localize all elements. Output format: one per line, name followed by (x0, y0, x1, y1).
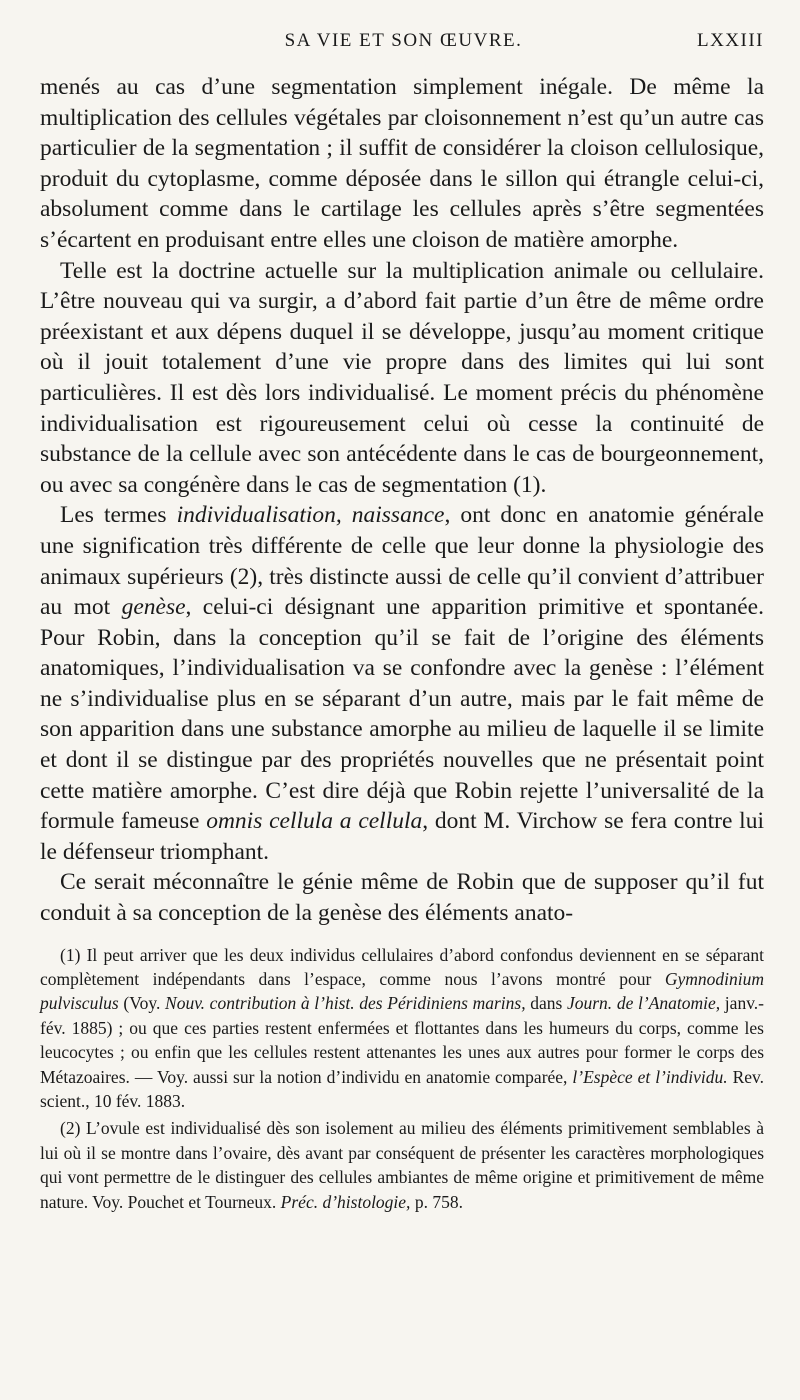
text-run: Rev. scient., 10 fév. 1883. (40, 1066, 764, 1112)
text-run: janv.-fév. 1885) ; ou que ces parties restent enfermées et flottantes dans les humeurs du corps, comme les leucocytes ; ou enfin que les cellules restent attenantes les unes aux autres pour former le corps des Métazoaires. — Voy. aussi sur la notion d’individu en anatomie comparée, (40, 993, 765, 1087)
paragraph-4: Ce serait méconnaître le génie même de Robin que de supposer qu’il fut conduit à sa conception de la genèse des éléments anato- (40, 869, 764, 927)
running-title: SA VIE ET SON ŒUVRE. (284, 30, 523, 51)
italic-formula: omnis cellula a cellula (206, 808, 423, 835)
text-run: (Voy. (118, 993, 166, 1014)
italic-term-genese: genèse (121, 594, 186, 621)
italic-work: l’Espèce et l’individu. (572, 1066, 728, 1087)
text-run: , ont donc en anatomie générale une signification très différente de celle que leur donne la physiologie des animaux supérieurs (2), très distincte aussi de celle qu’il convient d’attribuer au mot (40, 502, 764, 621)
text-run: , dont M. Virchow se fera contre lui le défenseur triomphant. (40, 808, 764, 865)
text-run: , celui-ci désignant une apparition primitive et spontanée. Pour Robin, dans la conception qu’il se fait de l’origine des éléments anatomiques, l’individualisation va se confondre avec la genèse : l’élément ne s’individualise plus en se séparant d’un autre, mais par le fait même de son apparition dans une substance amorphe au milieu de laquelle il se limite et dont il se distingue par des propriétés nouvelles que ne présentait point cette matière amorphe. C’est dire déjà que Robin rejette l’universalité de la formule fameuse (40, 594, 764, 835)
main-text (40, 72, 764, 929)
footnote-2 (40, 1116, 764, 1214)
italic-reference: Nouv. contribution à l’hist. des Péridiniens marins, (165, 993, 526, 1014)
page-number: LXXIII (696, 30, 764, 51)
text-run: (2) L’ovule est individualisé dès son isolement au milieu des éléments primitivement semblables à lui où il se montre dans l’ovaire, dès avant par conséquent de présenter les caractères morphologiques qui vont permettre de le distinguer des cellules ambiantes de même origine et primitivement de même nature. Voy. Pouchet et Tourneux. (40, 1118, 764, 1212)
italic-journal: Journ. de l’Anatomie, (566, 993, 721, 1014)
footnotes (40, 943, 764, 1214)
page-header (40, 30, 764, 66)
italic-species: Gymnodinium pulvisculus (40, 969, 764, 1014)
text-run: p. 758. (410, 1191, 463, 1212)
paragraph-2: Telle est la doctrine actuelle sur la multiplication animale ou cellulaire. L’être nouveau qui va surgir, a d’abord fait partie d’un être de même ordre préexistant et aux dépens duquel il se développe, jusqu’au moment critique où il jouit totalement d’une vie propre dans des limites qui lui sont particulières. Il est dès lors individualisé. Le moment précis du phénomène individualisation est rigoureusement celui où cesse la continuité de substance de la cellule avec son antécédente dans le cas de bourgeonnement, ou avec sa congénère dans le cas de segmentation (1). (40, 257, 764, 498)
footnote-1 (40, 943, 764, 1114)
paragraph-1: menés au cas d’une segmentation simplement inégale. De même la multiplication des cellules végétales par cloisonnement n’est qu’un autre cas particulier de la segmentation ; il suffit de considérer la cloison cellulosique, produit du cytoplasme, comme déposée dans le sillon qui étrangle celui-ci, absolument comme dans le cartilage les cellules après s’être segmentées s’écartent en produisant entre elles une cloison de matière amorphe. (40, 74, 764, 253)
text-run: Les termes (60, 502, 177, 529)
italic-terms: individualisation, naissance (176, 502, 445, 529)
text-run: dans (525, 993, 567, 1014)
text-run: (1) Il peut arriver que les deux individus cellulaires d’abord confondus deviennent en se séparant complètement indépendants dans l’espace, comme nous l’avons montré pour (40, 944, 764, 990)
paragraph-3 (40, 500, 764, 867)
italic-work: Préc. d’histologie, (280, 1191, 411, 1212)
